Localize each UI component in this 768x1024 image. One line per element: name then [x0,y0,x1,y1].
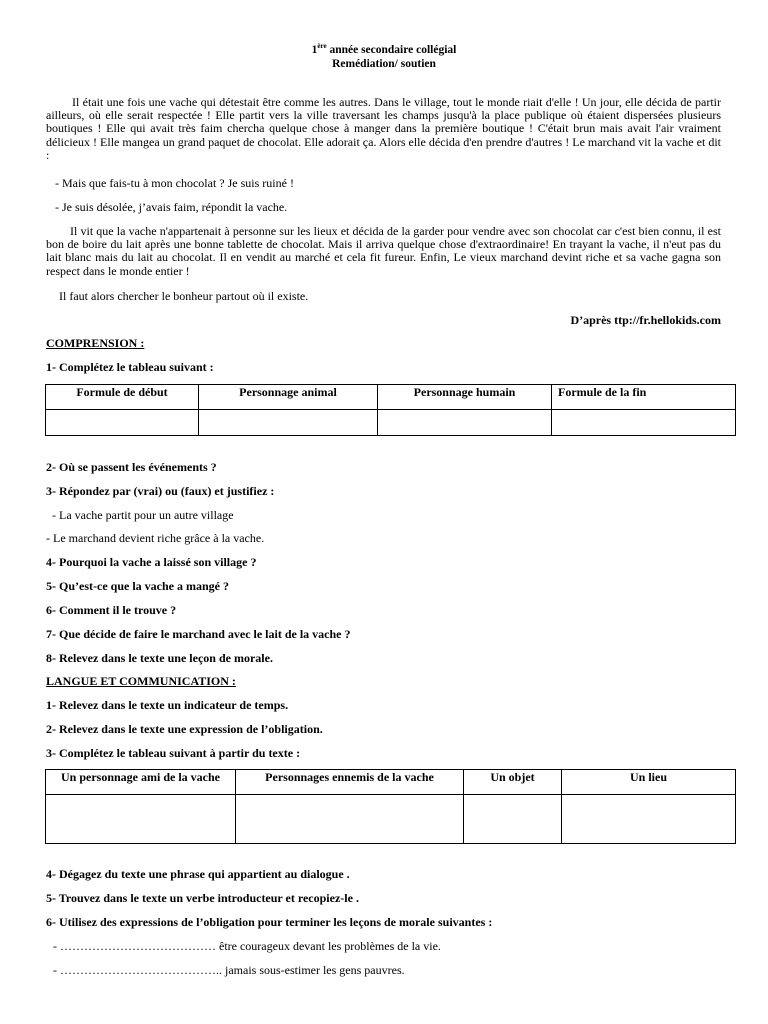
true-false-item-1: - La vache partit pour un autre village [52,508,234,522]
answer-cell[interactable] [378,410,552,436]
table-header-cell: Un objet [464,770,562,795]
langue-q5: 5- Trouvez dans le texte un verbe introducteur et recopiez-le . [46,891,359,905]
moral-fill-2: - ………………………………….. jamais sous-estimer les gens pauvres. [53,963,405,977]
table-comprehension [45,384,736,436]
answer-cell[interactable] [562,795,736,844]
table-header-cell: Personnage animal [199,385,378,410]
comprehension-q6: 6- Comment il le trouve ? [46,603,177,617]
comprehension-q2: 2- Où se passent les événements ? [46,460,217,474]
true-false-item-2: - Le marchand devient riche grâce à la vache. [46,531,265,545]
table-header-cell: Formule de début [46,385,199,410]
table-header-cell: Personnage humain [378,385,552,410]
answer-cell[interactable] [46,795,236,844]
header-subtitle: Remédiation/ soutien [332,58,436,70]
table-answer-row [46,795,736,844]
comprehension-q1: 1- Complétez le tableau suivant : [46,360,214,374]
table-header-cell: Un personnage ami de la vache [46,770,236,795]
comprehension-q3: 3- Répondez par (vrai) ou (faux) et justifiez : [46,484,275,498]
langue-q6: 6- Utilisez des expressions de l’obligation pour terminer les leçons de morale suivantes : [46,915,493,929]
comprehension-q8: 8- Relevez dans le texte une leçon de morale. [46,651,273,665]
table-header-row [46,770,736,795]
table-header-cell: Un lieu [562,770,736,795]
moral-fill-1: - ………………………………… être courageux devant les problèmes de la vie. [53,939,441,953]
langue-q4: 4- Dégagez du texte une phrase qui appartient au dialogue . [46,867,350,881]
langue-heading: LANGUE ET COMMUNICATION : [46,674,236,688]
langue-q2: 2- Relevez dans le texte une expression de l’obligation. [46,722,323,736]
source-credit: D’après ttp://fr.hellokids.com [570,313,721,327]
table-langue [45,769,736,844]
answer-cell[interactable] [464,795,562,844]
comprehension-heading: COMPRENSION : [46,336,145,350]
answer-cell[interactable] [199,410,378,436]
story-moral: Il faut alors chercher le bonheur partout où il existe. [59,289,309,303]
langue-q3: 3- Complétez le tableau suivant à partir du texte : [46,746,301,760]
answer-cell[interactable] [46,410,199,436]
comprehension-q7: 7- Que décide de faire le marchand avec le lait de la vache ? [46,627,351,641]
table-header-cell: Formule de la fin [552,385,736,410]
table-answer-row [46,410,736,436]
comprehension-q4: 4- Pourquoi la vache a laissé son village ? [46,555,257,569]
answer-cell[interactable] [552,410,736,436]
dialogue-line-2: - Je suis désolée, j’avais faim, répondit la vache. [55,200,288,214]
story-paragraph-2: Il vit que la vache n'appartenait à personne sur les lieux et décida de la garder pour vendre avec son chocolat car c'est bien connu, il est bon de boire du lait après une bonne tablette de chocolat. Mais il arriva quelque chose d'extraordinaire! En trayant la vache, il n'eut pas du lait blanc mais du lait au chocolat. Il en vendit au marché et cela fit fureur. Enfin, Le vieux marchand devint riche et sa vache gagna son respect dans le monde entier ! [46,224,721,278]
table-header-row [46,385,736,410]
langue-q1: 1- Relevez dans le texte un indicateur de temps. [46,698,289,712]
answer-cell[interactable] [236,795,464,844]
comprehension-q5: 5- Qu’est-ce que la vache a mangé ? [46,579,229,593]
story-paragraph-1: Il était une fois une vache qui détestait être comme les autres. Dans le village, tout le monde riait d'elle ! Un jour, elle décida de partir ailleurs, où elle serait respectée ! Elle partit vers la ville traversant les champs jusqu'à la place publique où étaient dispersées plusieurs boutiques ! Elle qui avait très faim chercha quelque chose à manger dans la première boutique ! C'était brun mais avait l'air vraiment délicieux ! Elle mangea un grand paquet de chocolat. Elle adorait ça. Alors elle décida d'en prendre d'autres ! Le marchand vit la vache et dit : [46,95,721,162]
table-header-cell: Personnages ennemis de la vache [236,770,464,795]
dialogue-line-1: - Mais que fais-tu à mon chocolat ? Je suis ruiné ! [55,176,294,190]
header-level: 1ère année secondaire collégial [311,42,457,56]
